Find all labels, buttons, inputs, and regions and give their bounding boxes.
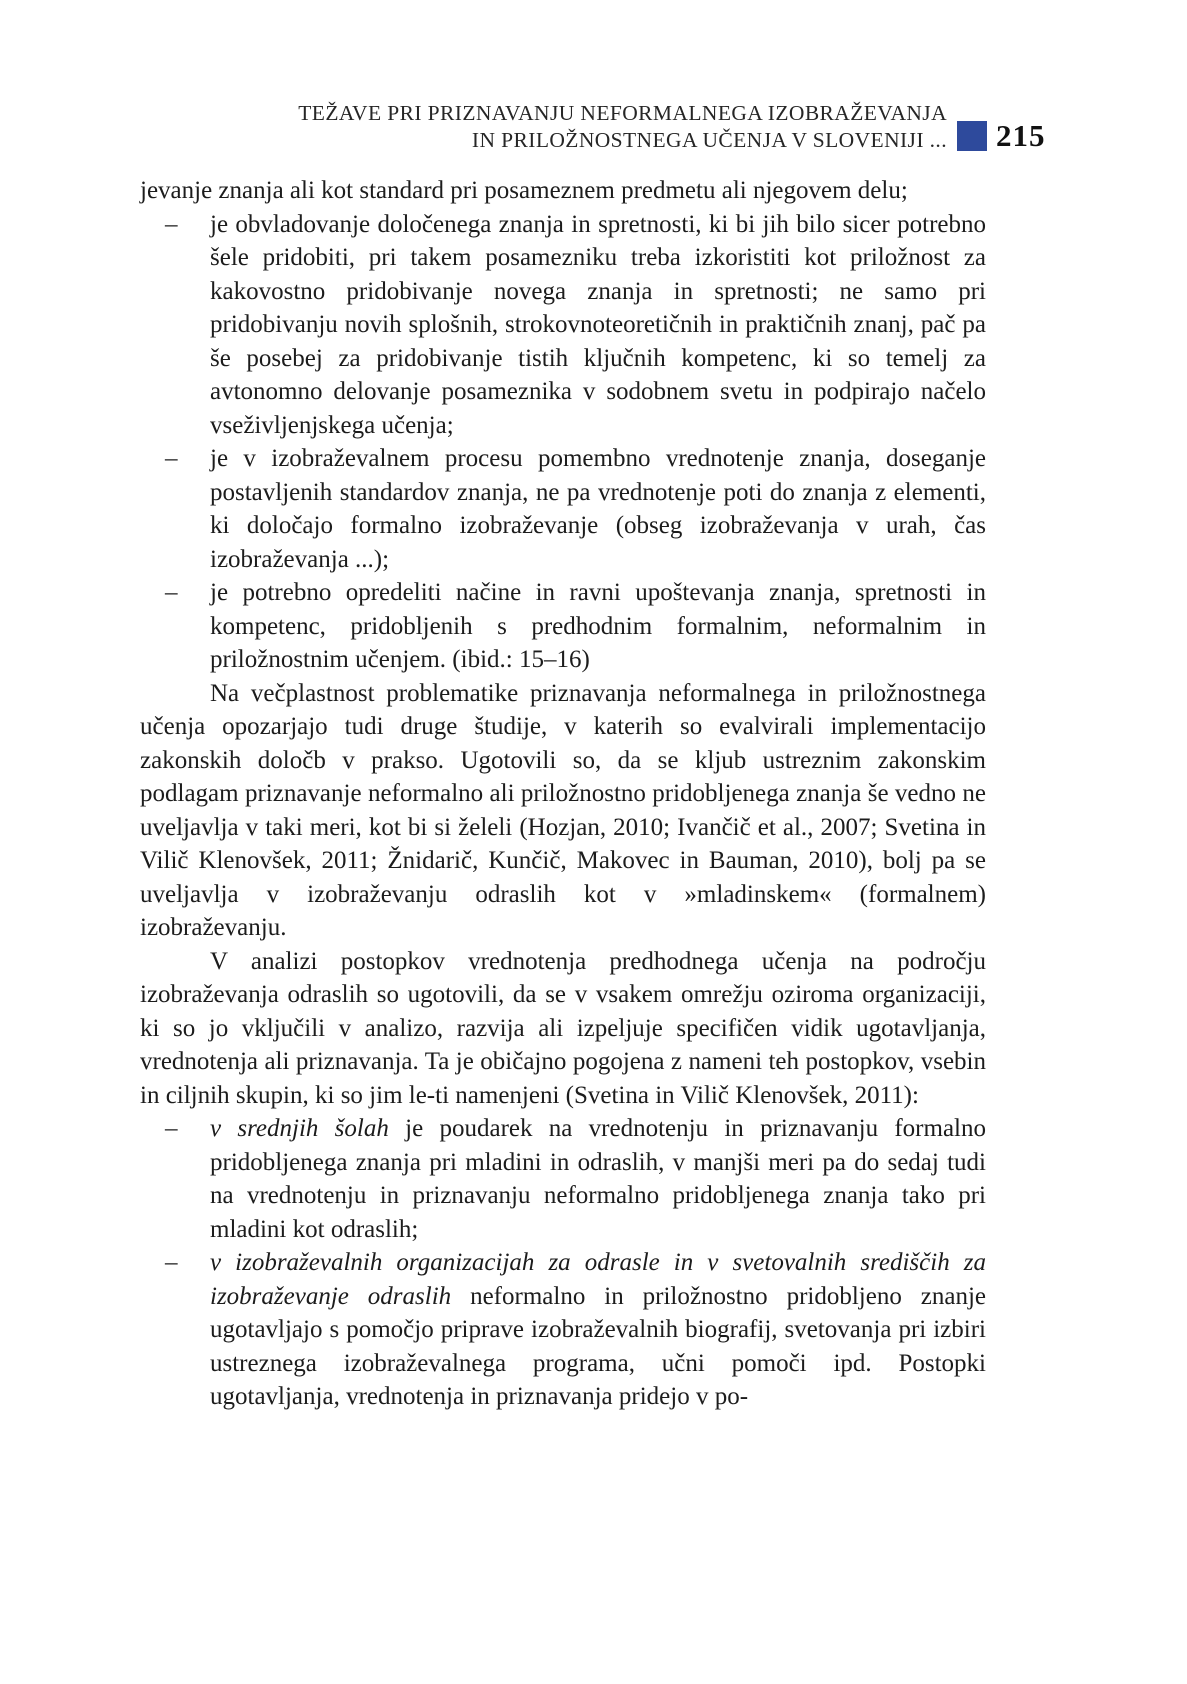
list-item bbox=[140, 576, 986, 677]
bullet-text bbox=[210, 1246, 986, 1414]
running-head-line2: IN PRILOŽNOSTNEGA UČENJA V SLOVENIJI ... bbox=[471, 128, 947, 152]
list-item bbox=[140, 1112, 986, 1246]
page-number: 215 bbox=[996, 118, 1046, 153]
paragraph: Na večplastnost problematike priznavanja neformalnega in priložnostnega učenja opozarjajo tudi druge študije, v katerih so evalvirali implementacijo zakonskih določb v prakso. Ugotovili so, da se kljub ustreznim zakonskim podlagam priznavanje neformalno ali priložnostno pridobljenega znanja še vedno ne uveljavlja v taki meri, kot bi si želeli (Hozjan, 2010; Ivančič et al., 2007; Svetina in Vilič Klenovšek, 2011; Žnidarič, Kunčič, Makovec in Bauman, 2010), bolj pa se uveljavlja v izobraževanju odraslih kot v »mladinskem« (formalnem) izobraževanju. bbox=[140, 679, 986, 941]
list-item bbox=[140, 208, 986, 443]
bullet-dash: – bbox=[165, 1249, 178, 1276]
bullet-dash: – bbox=[165, 210, 178, 238]
bullet-text-rest: neformalno in priložnostno pridobljeno znanje ugotavljajo s pomočjo priprave izobraževalnih biografij, svetovanja pri izbiri ustreznega izobraževalnega programa, učni pomoči ipd. Postopki ugotavljanja, vrednotenja in priznavanja pridejo v po- bbox=[210, 1282, 986, 1410]
paragraph: V analizi postopkov vrednotenja predhodnega učenja na področju izobraževanja odraslih so ugotovili, da se v vsakem omrežju oziroma organizaciji, ki so jo vključili v analizo, razvija ali izpeljuje specifičen vidik ugotavljanja, vrednotenja ali priznavanja. Ta je običajno pogojena z nameni teh postopkov, vsebin in ciljnih skupin, ki so jim le-ti namenjeni (Svetina in Vilič Klenovšek, 2011): bbox=[140, 947, 986, 1109]
bullet-text: je obvladovanje določenega znanja in spretnosti, ki bi jih bilo sicer potrebno šele pridobiti, pri takem posamezniku treba izkoristiti kot priložnost za kakovostno pridobivanje novega znanja in spretnosti; ne samo pri pridobivanju novih splošnih, strokovnoteoretičnih in praktičnih znanj, pač pa še posebej za pridobivanje tistih ključnih kompetenc, ki so temelj za avtonomno delovanje posameznika v sodobnem svetu in podpirajo načelo vseživljenjskega učenja; bbox=[210, 210, 986, 439]
bullet-dash: – bbox=[165, 445, 178, 472]
running-head bbox=[298, 100, 947, 154]
list-item bbox=[140, 442, 986, 576]
bullet-dash: – bbox=[165, 1115, 178, 1142]
page-body bbox=[140, 174, 986, 1414]
running-head-line1: TEŽAVE PRI PRIZNAVANJU NEFORMALNEGA IZOBRAŽEVANJA bbox=[298, 101, 947, 125]
bullet-dash: – bbox=[165, 579, 178, 606]
list-item bbox=[140, 1246, 986, 1414]
bullet-text-rest: je poudarek na vrednotenju in priznavanju formalno pridobljenega znanja pri mladini in odraslih, v manjši meri pa do sedaj tudi na vrednotenju in priznavanju neformalno pridobljenega znanja tako pri mladini kot odraslih; bbox=[210, 1115, 986, 1243]
bullet-text bbox=[210, 1112, 986, 1246]
continuation-text: jevanje znanja ali kot standard pri posameznem predmetu ali njegovem delu; bbox=[140, 177, 908, 204]
bullet-lead-italic: v srednjih šolah bbox=[210, 1115, 389, 1142]
bullet-text: je v izobraževalnem procesu pomembno vrednotenje znanja, doseganje postavljenih standardov znanja, ne pa vrednotenje poti do znanja z elementi, ki določajo formalno izobraževanje (obseg izobraževanja v urah, čas izobraževanja ...); bbox=[210, 445, 986, 573]
bullet-lead-italic: v izobraževalnih organizacijah za odrasle in v svetovalnih središčih za izobraževanje odraslih bbox=[210, 1249, 986, 1310]
bullet-text: je potrebno opredeliti načine in ravni upoštevanja znanja, spretnosti in kompetenc, pridobljenih s predhodnim formalnim, neformalnim in priložnostnim učenjem. (ibid.: 15–16) bbox=[210, 579, 986, 673]
page-marker-square bbox=[957, 121, 987, 151]
